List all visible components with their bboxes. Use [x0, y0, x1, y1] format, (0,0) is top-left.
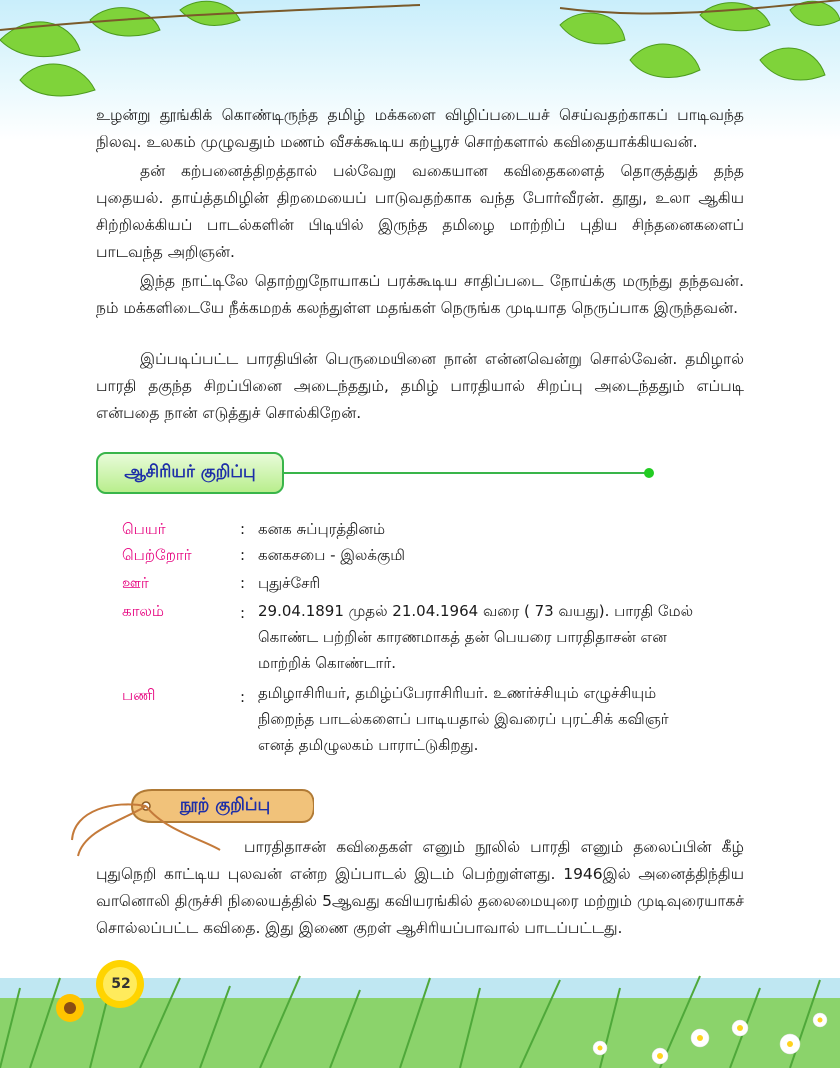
- info-value-parents: கனகசபை - இலக்குமி: [258, 546, 405, 564]
- book-description: பாரதிதாசன் கவிதைகள் எனும் நூலில் பாரதி எனும் தலைப்பின் கீழ் புதுநெறி காட்டிய புலவன் என்ற இப்பாடல் இடம் பெற்றுள்ளது. 1946இல் அனைத்திந்திய வானொலி திருச்சி நிலையத்தில் 5ஆவது கவியரங்கில் தலைமையுரை மற்றும் முடிவுரையாகச் சொல்லப்பட்ட கவிதை. இது இணை குறள் ஆசிரியப்பாவால் பாடப்பட்டது.: [96, 838, 744, 937]
- info-colon: :: [240, 688, 246, 706]
- page-number: 52: [111, 976, 131, 992]
- section-divider: [284, 472, 648, 474]
- info-label-place: ஊர்: [122, 574, 149, 592]
- info-value-period: 29.04.1891 முதல் 21.04.1964 வரை ( 73 வயது). பாரதி மேல் கொண்ட பற்றின் காரணமாகத் தன் பெயரை பாரதிதாசன் என மாற்றிக் கொண்டார்.: [258, 602, 694, 672]
- info-label-parents: பெற்றோர்: [122, 546, 192, 564]
- info-label-name: பெயர்: [122, 520, 166, 538]
- info-colon: :: [240, 604, 246, 622]
- paragraph-4: இப்படிப்பட்ட பாரதியின் பெருமையினை நான் என்னவென்று சொல்வேன். தமிழால் பாரதி தகுந்த சிறப்பினை அடைந்ததும், தமிழ் பாரதியால் சிறப்பு அடைந்ததும் எப்படி என்பதை நான் எடுத்துச் சொல்கிறேன்.: [96, 350, 744, 422]
- info-value-place: புதுச்சேரி: [258, 574, 321, 592]
- info-label-period: காலம்: [122, 602, 164, 620]
- info-colon: :: [240, 574, 246, 592]
- paragraph-3: இந்த நாட்டிலே தொற்றுநோயாகப் பரக்கூடிய சாதிப்படை நோய்க்கு மருந்து தந்தவன். நம் மக்களிடையே நீக்கமறக் கலந்துள்ள மதங்கள் நெருங்க முடியாத நெருப்பாக இருந்தவன்.: [96, 272, 744, 317]
- info-value-work: தமிழாசிரியர், தமிழ்ப்பேராசிரியர். உணர்ச்சியும் எழுச்சியும் நிறைந்த பாடல்களைப் பாடியதால் இவரைப் புரட்சிக் கவிஞர் எனத் தமிழுலகம் பாராட்டுகிறது.: [258, 684, 669, 754]
- book-section-title: நூற் குறிப்பு: [179, 795, 271, 815]
- paragraph-1: உழன்று தூங்கிக் கொண்டிருந்த தமிழ் மக்களை விழிப்படையச் செய்வதற்காகப் பாடிவந்த நிலவு. உலகம் முழுவதும் மணம் வீசக்கூடிய கற்பூரச் சொற்களால் கவிதையாக்கியவன்.: [96, 106, 744, 151]
- info-colon: :: [240, 520, 246, 538]
- divider-dot-icon: [644, 468, 654, 478]
- info-value-name: கனக சுப்புரத்தினம்: [258, 520, 386, 538]
- paragraph-2: தன் கற்பனைத்திறத்தால் பல்வேறு வகையான கவிதைகளைத் தொகுத்துத் தந்த புதையல். தாய்த்தமிழின் திறமையைப் பாடுவதற்காக வந்த போர்வீரன். தூது, உலா ஆகிய சிற்றிலக்கியப் பாடல்களின் பிடியில் இருந்த தமிழை மாற்றிப் புதிய சிந்தனைகளைப் பாடவந்த அறிஞன்.: [96, 162, 744, 261]
- info-colon: :: [240, 546, 246, 564]
- author-section-title: ஆசிரியர் குறிப்பு: [96, 452, 284, 494]
- info-label-work: பணி: [122, 686, 156, 704]
